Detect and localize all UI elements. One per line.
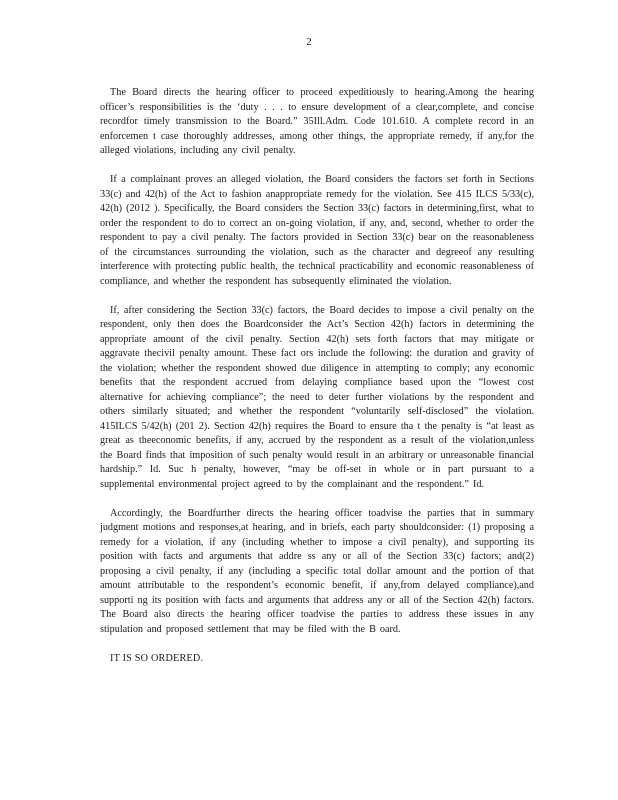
paragraph-directions-to-parties: Accordingly, the Boardfurther directs the hearing officer toadvise the parties that in summary judgment motions and responses,at hearing, and in briefs, each party shouldconsider: (1) proposing a remedy for a violation, if any (including whether to impose a civil penalty), and supporting its position with facts and arguments that addre ss any or all of the Section 33(c) factors; and(2) proposing a civil penalty, if any (including a specific total dollar amount and the portion of that amount attributable to the respondent’s economic benefit, if any,from delayed compliance),and supporti ng its position with facts and arguments that address any or all of the Section 42(h) factors. The Board also directs the hearing officer toadvise the parties to address these issues in any stipulation and proposed settlement that may be filed with the B oard. — [100, 507, 534, 635]
paragraph-section-42h-factors: If, after considering the Section 33(c) factors, the Board decides to impose a civil penalty on the respondent, only then does the Boardconsider the Act’s Section 42(h) factors in determining the appropriate amount of the civil penalty. Section 42(h) sets forth factors that may mitigate or aggravate thecivil penalty amount. These fact ors include the following: the duration and gravity of the violation; whether the respondent showed due diligence in attempting to comply; any economic benefits that the respondent accrued from delaying compliance based upon the “lowest cost alternative for achieving compliance”; the need to deter further violations by the respondent and others similarly situated; and whether the respondent “voluntarily self-disclosed” the violation. 415ILCS 5/42(h) (201 2). Section 42(h) requires the Board to ensure tha t the penalty is “at least as great as theeconomic benefits, if any, accrued by the respondent as a result of the violation,unless the Board finds that imposition of such penalty would result in an arbitrary or unreasonable financial hardship.” Id. Suc h penalty, however, “may be off-set in whole or in part pursuant to a supplemental environmental project agreed to by the complainant and the respondent.” Id. — [100, 304, 534, 490]
document-body — [100, 86, 534, 666]
paragraph-hearing-officer-duties: The Board directs the hearing officer to proceed expeditiously to hearing.Among the hearing officer’s responsibilities is the ‘duty . . . to ensure development of a clear,complete, and concise recordfor timely transmission to the Board.” 35Ill.Adm. Code 101.610. A complete record in an enforcemen t case thoroughly addresses, among other things, the appropriate remedy, if any,for the alleged violations, including any civil penalty. — [100, 87, 534, 156]
paragraph-section-33c-factors: If a complainant proves an alleged violation, the Board considers the factors set forth in Sections 33(c) and 42(h) of the Act to fashion anappropriate remedy for the violation. See 415 ILCS 5/33(c), 42(h) (2012 ). Specifically, the Board considers the Section 33(c) factors in determining,first, what to order the respondent to do to correct an on-going violation, if any, and, second, whether to order the respondent to pay a civil penalty. The factors provided in Section 33(c) bear on the reasonableness of the circumstances surrounding the violation, such as the character and degreeof any resulting interference with protecting public health, the technical practicability and economic reasonableness of compliance, and whether the respondent has subsequently eliminated the violation. — [100, 174, 534, 287]
order-statement: IT IS SO ORDERED. — [110, 652, 204, 664]
page-number: 2 — [306, 36, 312, 48]
